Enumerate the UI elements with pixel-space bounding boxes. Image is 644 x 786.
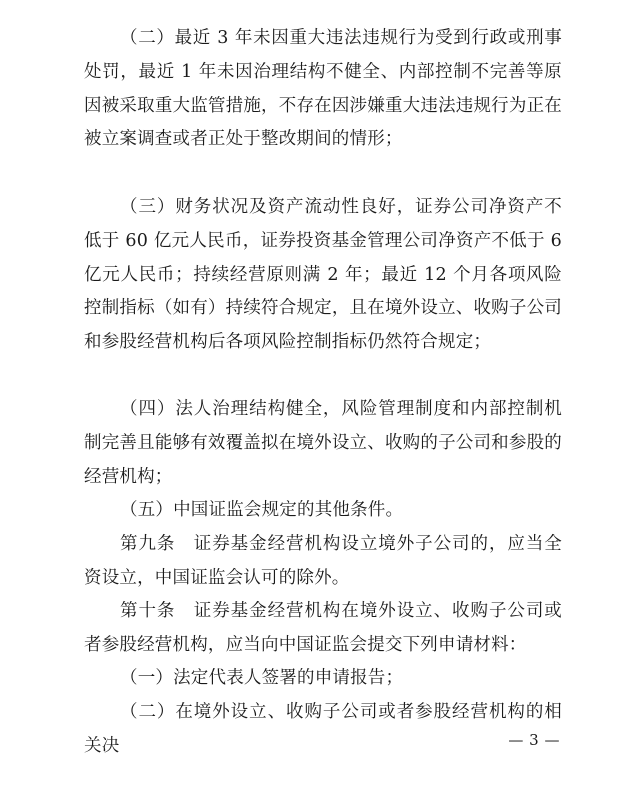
paragraph-item-2-conditions: （二）最近 3 年未因重大违法违规行为受到行政或刑事处罚，最近 1 年未因治理结构不健全、内部控制不完善等原因被采取重大监管措施，不存在因涉嫌重大违法违规行为正在被立案调查或者正处于整改期间的情形；	[84, 28, 562, 150]
paragraph-item-4-conditions: （四）法人治理结构健全，风险管理制度和内部控制机制完善且能够有效覆盖拟在境外设立、收购的子公司和参股的经营机构；	[84, 399, 562, 487]
article-9-paragraph: 第九条 证券基金经营机构设立境外子公司的，应当全资设立，中国证监会认可的除外。	[84, 534, 562, 588]
paragraph-item-5-conditions: （五）中国证监会规定的其他条件。	[120, 500, 404, 520]
page-number: — 3 —	[508, 731, 560, 749]
paragraph-item-3-conditions: （三）财务状况及资产流动性良好，证券公司净资产不低于 60 亿元人民币，证券投资基金管理公司净资产不低于 6 亿元人民币；持续经营原则满 2 年；最近 12 个月各项风险控制指标（如有）持续符合规定，且在境外设立、收购子公司和参股经营机构后各项风险控制指标仍然符合规定；	[84, 197, 562, 353]
article-10-paragraph: 第十条 证券基金经营机构在境外设立、收购子公司或者参股经营机构，应当向中国证监会提交下列申请材料：	[84, 601, 562, 655]
material-item-1: （一）法定代表人签署的申请报告；	[120, 668, 404, 688]
material-item-2: （二）在境外设立、收购子公司或者参股经营机构的相关决	[84, 702, 562, 756]
